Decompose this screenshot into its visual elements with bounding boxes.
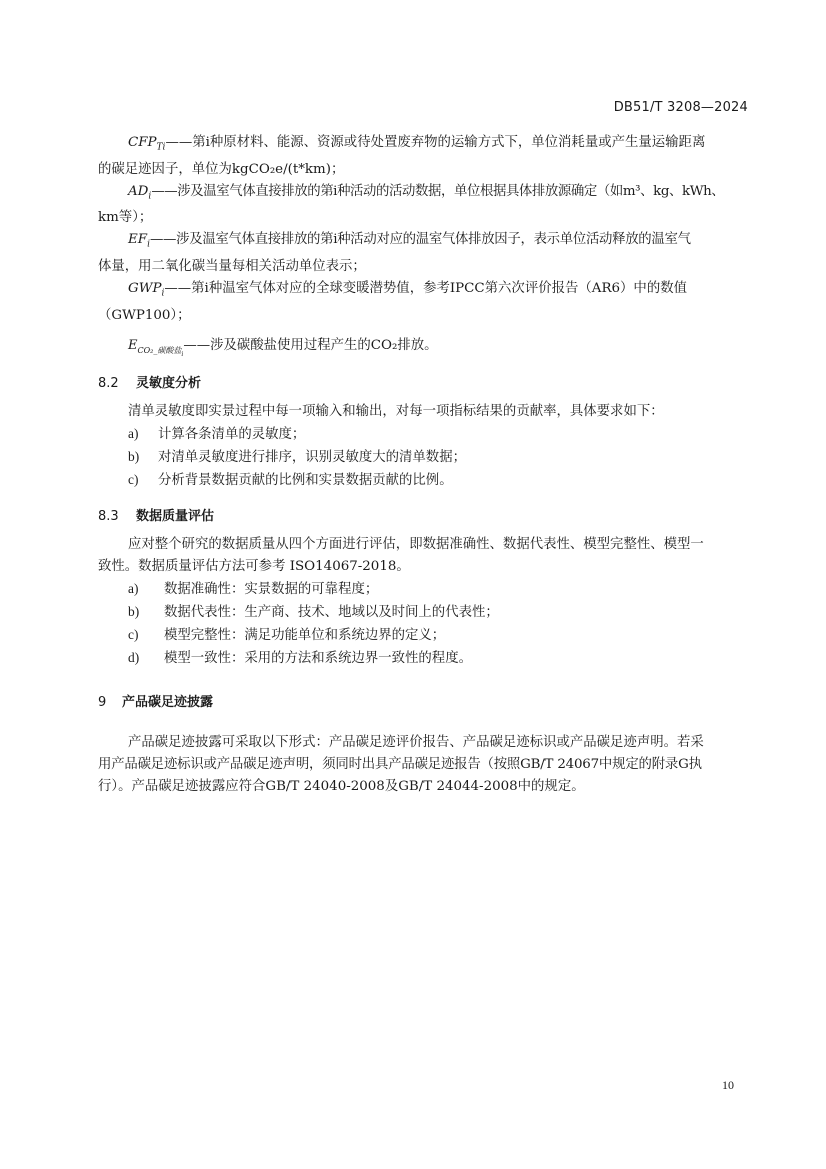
definition-gwp bbox=[98, 278, 748, 327]
definition-text-cont: km等）； bbox=[98, 210, 153, 226]
paragraph: 产品碳足迹披露可采取以下形式：产品碳足迹评价报告、产品碳足迹标识或产品碳足迹声明。若采 bbox=[128, 734, 704, 750]
definition-text: ——涉及温室气体直接排放的第i种活动的活动数据，单位根据具体排放源确定（如m³、kg、kWh、 bbox=[151, 183, 725, 199]
definition-ad bbox=[98, 181, 748, 230]
list-item: a) 数据准确性：实景数据的可靠程度； bbox=[128, 580, 379, 597]
symbol: $EF_i$ bbox=[128, 232, 150, 251]
list-item: d) 模型一致性：采用的方法和系统边界一致性的程度。 bbox=[128, 649, 472, 666]
document-id: DB51/T 3208—2024 bbox=[613, 100, 748, 115]
list-item: b) 对清单灵敏度进行排序，识别灵敏度大的清单数据； bbox=[128, 448, 466, 465]
paragraph-cont: 致性。数据质量评估方法可参考 ISO14067-2018。 bbox=[98, 558, 410, 574]
list-item: a) 计算各条清单的灵敏度； bbox=[128, 425, 306, 442]
symbol: E bbox=[128, 337, 138, 353]
definition-text-cont: 的碳足迹因子，单位为kgCO₂e/(t*km)； bbox=[98, 161, 345, 177]
definition-e-carbonate: $E_{CO_2\_碳酸盐i}——$涉及碳酸盐使用过程产生的CO₂排放。 bbox=[128, 337, 438, 358]
symbol: $AD_i$ bbox=[128, 183, 152, 202]
definition-ef bbox=[98, 229, 748, 278]
section-heading-9: 9 产品碳足迹披露 bbox=[98, 694, 214, 710]
list-item: c) 模型完整性：满足功能单位和系统边界的定义； bbox=[128, 626, 446, 643]
paragraph-cont: 用产品碳足迹标识或产品碳足迹声明，须同时出具产品碳足迹报告（按照GB/T 24067中规定的附录G执 bbox=[98, 756, 702, 772]
paragraph: 清单灵敏度即实景过程中每一项输入和输出，对每一项指标结果的贡献率，具体要求如下： bbox=[128, 403, 664, 419]
symbol: $GWP_i$ bbox=[128, 281, 165, 299]
definition-text-cont: （GWP100）； bbox=[98, 307, 191, 323]
definition-cfp bbox=[98, 132, 748, 181]
section-heading-8-2: 8.2 灵敏度分析 bbox=[98, 375, 202, 391]
definition-text: ——第i种温室气体对应的全球变暖潜势值，参考IPCC第六次评价报告（AR6）中的数值 bbox=[164, 281, 687, 297]
paragraph-cont: 行）。产品碳足迹披露应符合GB/T 24040-2008及GB/T 24044-2008中的规定。 bbox=[98, 778, 585, 794]
definition-text: ——第i种原材料、能源、资源或待处置废弃物的运输方式下，单位消耗量或产生量运输距离 bbox=[165, 135, 706, 150]
list-item: c) 分析背景数据贡献的比例和实景数据贡献的比例。 bbox=[128, 471, 453, 488]
symbol: $CFP_{Ti}$ bbox=[128, 135, 166, 153]
paragraph: 应对整个研究的数据质量从四个方面进行评估，即数据准确性、数据代表性、模型完整性、模型一 bbox=[128, 536, 704, 552]
definition-text: ——涉及碳酸盐使用过程产生的CO₂排放。 bbox=[183, 337, 438, 353]
definition-text-cont: 体量，用二氧化碳当量每相关活动单位表示； bbox=[98, 259, 366, 275]
definition-text: ——涉及温室气体直接排放的第i种活动对应的温室气体排放因子，表示单位活动释放的温室气 bbox=[149, 232, 691, 248]
section-heading-8-3: 8.3 数据质量评估 bbox=[98, 508, 215, 524]
page-content bbox=[98, 132, 748, 798]
list-item: b) 数据代表性：生产商、技术、地域以及时间上的代表性； bbox=[128, 603, 499, 620]
page-number: 10 bbox=[722, 1078, 734, 1092]
